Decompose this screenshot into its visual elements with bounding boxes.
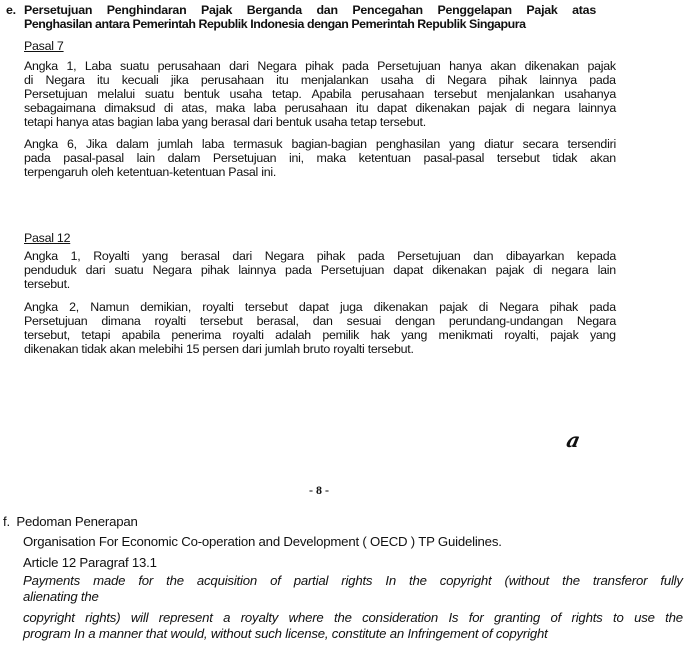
oecd-quote-line: copyright rights) will represent a royalty where the consideration Is for granting of rights to use the: [23, 610, 683, 625]
pasal-7-angka-6-line: Angka 6, Jika dalam jumlah laba termasuk bagian-bagian penghasilan yang diatur secara tersendiri: [24, 137, 616, 151]
pasal-12-angka-1-line: Angka 1, Royalti yang berasal dari Negara pihak pada Persetujuan dan dibayarkan kepada: [24, 249, 616, 263]
oecd-quote: [23, 573, 683, 641]
handwritten-initial: a: [564, 428, 583, 452]
section-e-title-line1: Persetujuan Penghindaran Pajak Berganda dan Pencegahan Penggelapan Pajak atas: [24, 3, 596, 17]
pasal-7-heading: Pasal 7: [24, 39, 64, 53]
pasal-7-angka-1-line: Persetujuan melalui suatu bentuk usaha tetap. Apabila perusahaan tersebut menjalankan usahanya: [24, 87, 616, 101]
pasal-7-angka-1-line: sebagaimana dimaksud di atas, maka laba perusahaan itu dapat dikenakan pajak di negara lainnya: [24, 101, 616, 115]
pasal-12-angka-2-line: tersebut, tetapi apabila penerima royalti adalah pemilik hak yang menikmati royalti, pajak yang: [24, 328, 616, 342]
page-number: - 8 -: [309, 483, 329, 497]
pasal-7-angka-1: [24, 59, 616, 129]
pasal-7-angka-1-line: tetapi hanya atas bagian laba yang berasal dari bentuk usaha tetap tersebut.: [24, 115, 426, 129]
pasal-12-angka-2-line: Persetujuan dimana royalti tersebut berasal, dan sesuai dengan perundang-undangan Negara: [24, 314, 616, 328]
pasal-12-angka-2-line: dikenakan tidak akan melebihi 15 persen dari jumlah bruto royalti tersebut.: [24, 342, 414, 356]
pasal-7-angka-6: [24, 137, 616, 179]
pasal-12-angka-2-line: Angka 2, Namun demikian, royalti tersebut dapat juga dikenakan pajak di Negara pihak pada: [24, 300, 616, 314]
pasal-12-angka-2: [24, 300, 616, 356]
pasal-12-angka-1-line: penduduk dari suatu Negara pihak lainnya pada Persetujuan dapat dikenakan pajak di negara lain: [24, 263, 616, 277]
article-reference: Article 12 Paragraf 13.1: [23, 555, 157, 570]
pasal-12-angka-1-line: tersebut.: [24, 277, 70, 291]
oecd-quote-line: alienating the: [23, 588, 99, 604]
section-f-marker: f.: [3, 514, 10, 529]
section-f-title: Pedoman Penerapan: [16, 514, 138, 529]
pasal-12-heading: Pasal 12: [24, 231, 71, 245]
section-e-marker: e.: [6, 3, 16, 17]
pasal-12-angka-1: [24, 249, 616, 291]
section-e-title-line2: Penghasilan antara Pemerintah Republik Indonesia dengan Pemerintah Republik Singapura: [24, 17, 526, 31]
pasal-7-angka-6-line: pada pasal-pasal lain dalam Persetujuan ini, maka ketentuan pasal-pasal tersebut tidak akan: [24, 151, 616, 165]
pasal-7-angka-6-line: terpengaruh oleh ketentuan-ketentuan Pasal ini.: [24, 165, 277, 179]
oecd-quote-line: program In a manner that would, without such license, constitute an Infringement of copyright: [23, 625, 548, 641]
pasal-7-angka-1-line: Angka 1, Laba suatu perusahaan dari Negara pihak pada Persetujuan hanya akan dikenakan pajak: [24, 59, 616, 73]
oecd-guidelines: Organisation For Economic Co-operation and Development ( OECD ) TP Guidelines.: [23, 534, 502, 549]
oecd-quote-line: Payments made for the acquisition of partial rights In the copyright (without the transferor fully: [23, 573, 683, 588]
pasal-7-angka-1-line: di Negara itu kecuali jika perusahaan itu menjalankan usaha di Negara pihak lainnya pada: [24, 73, 616, 87]
section-f-heading: [3, 514, 138, 530]
section-e-heading: [6, 3, 681, 31]
